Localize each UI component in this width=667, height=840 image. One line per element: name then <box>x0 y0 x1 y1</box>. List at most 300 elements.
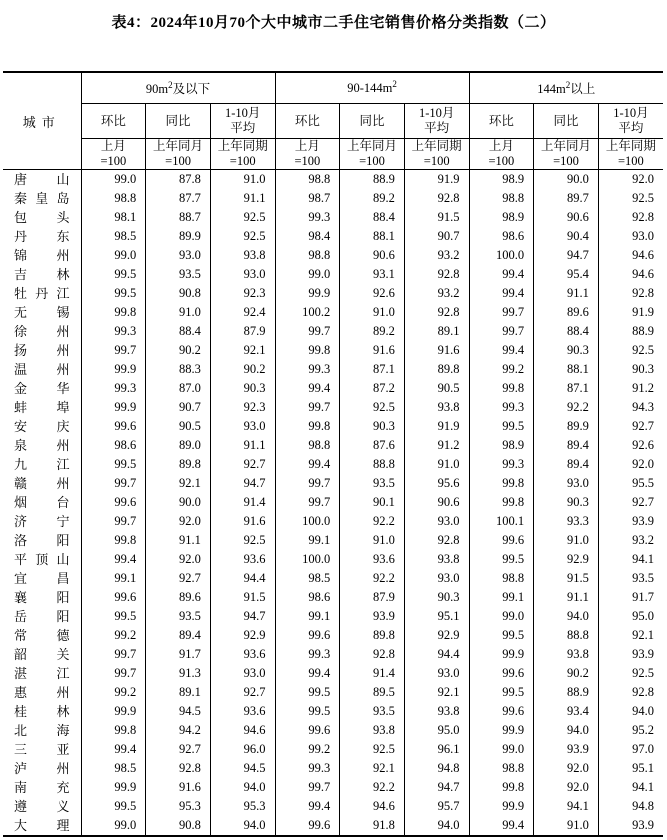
value-cell: 99.5 <box>469 683 534 702</box>
value-cell: 91.1 <box>210 436 275 455</box>
value-cell: 89.5 <box>340 683 405 702</box>
value-cell: 91.7 <box>598 588 663 607</box>
value-cell: 99.1 <box>81 569 146 588</box>
value-cell: 93.9 <box>340 607 405 626</box>
value-cell: 87.9 <box>340 588 405 607</box>
value-cell: 99.0 <box>469 607 534 626</box>
value-cell: 91.0 <box>534 816 599 836</box>
value-cell: 91.0 <box>146 303 211 322</box>
base-label: =100 <box>488 154 515 168</box>
metric-header-yoy <box>534 104 599 139</box>
value-cell: 99.7 <box>81 512 146 531</box>
base-label: 上月 <box>294 139 320 153</box>
value-cell: 99.5 <box>469 417 534 436</box>
value-cell: 91.1 <box>210 189 275 208</box>
value-cell: 93.2 <box>404 284 469 303</box>
value-cell: 99.7 <box>81 645 146 664</box>
value-cell: 99.7 <box>81 474 146 493</box>
value-cell: 92.7 <box>210 683 275 702</box>
value-cell: 98.7 <box>275 189 340 208</box>
value-cell: 89.4 <box>146 626 211 645</box>
city-cell: 吉 林 <box>14 267 70 282</box>
value-cell: 94.4 <box>210 569 275 588</box>
value-cell: 89.1 <box>146 683 211 702</box>
value-cell: 94.7 <box>534 246 599 265</box>
value-cell: 94.1 <box>598 778 663 797</box>
table-row <box>3 512 663 531</box>
value-cell: 99.3 <box>275 759 340 778</box>
value-cell: 92.7 <box>598 417 663 436</box>
base-header <box>340 139 405 170</box>
value-cell: 99.4 <box>469 265 534 284</box>
value-cell: 92.8 <box>598 284 663 303</box>
value-cell: 89.8 <box>404 360 469 379</box>
value-cell: 90.3 <box>534 341 599 360</box>
value-cell: 99.4 <box>469 816 534 836</box>
table-row <box>3 683 663 702</box>
base-header <box>534 139 599 170</box>
value-cell: 99.4 <box>81 550 146 569</box>
value-cell: 92.2 <box>340 569 405 588</box>
base-label: 上月 <box>488 139 514 153</box>
base-label: 上月 <box>100 139 126 153</box>
value-cell: 92.0 <box>534 778 599 797</box>
value-cell: 90.3 <box>404 588 469 607</box>
value-cell: 95.7 <box>404 797 469 816</box>
value-cell: 88.7 <box>146 208 211 227</box>
table-row <box>3 341 663 360</box>
table-row <box>3 493 663 512</box>
value-cell: 90.2 <box>210 360 275 379</box>
table-row <box>3 778 663 797</box>
value-cell: 92.4 <box>210 303 275 322</box>
value-cell: 91.6 <box>340 341 405 360</box>
value-cell: 89.6 <box>534 303 599 322</box>
value-cell: 98.8 <box>275 436 340 455</box>
value-cell: 99.3 <box>81 379 146 398</box>
value-cell: 90.8 <box>146 816 211 836</box>
value-cell: 99.5 <box>275 702 340 721</box>
value-cell: 95.4 <box>534 265 599 284</box>
value-cell: 93.8 <box>404 550 469 569</box>
metric-header-mom <box>275 104 340 139</box>
city-cell: 唐 山 <box>14 172 70 187</box>
value-cell: 99.8 <box>469 493 534 512</box>
value-cell: 92.1 <box>146 474 211 493</box>
table-row <box>3 398 663 417</box>
value-cell: 87.1 <box>340 360 405 379</box>
city-cell: 赣 州 <box>14 476 70 491</box>
value-cell: 93.0 <box>210 417 275 436</box>
value-cell: 99.9 <box>469 797 534 816</box>
value-cell: 89.4 <box>534 455 599 474</box>
value-cell: 94.2 <box>146 721 211 740</box>
value-cell: 99.3 <box>469 398 534 417</box>
metric-label: 同比 <box>165 113 191 128</box>
value-cell: 93.8 <box>534 645 599 664</box>
value-cell: 98.4 <box>275 227 340 246</box>
value-cell: 90.6 <box>534 208 599 227</box>
value-cell: 99.8 <box>81 721 146 740</box>
value-cell: 95.0 <box>404 721 469 740</box>
value-cell: 93.6 <box>210 702 275 721</box>
value-cell: 99.0 <box>81 170 146 190</box>
table-row <box>3 436 663 455</box>
value-cell: 93.2 <box>598 531 663 550</box>
value-cell: 99.8 <box>469 778 534 797</box>
table-row <box>3 246 663 265</box>
value-cell: 90.3 <box>598 360 663 379</box>
table-row <box>3 284 663 303</box>
value-cell: 92.8 <box>404 303 469 322</box>
table-row <box>3 417 663 436</box>
metric-header-yoy <box>340 104 405 139</box>
value-cell: 99.7 <box>81 664 146 683</box>
value-cell: 90.2 <box>146 341 211 360</box>
value-cell: 93.0 <box>598 227 663 246</box>
value-cell: 99.1 <box>275 531 340 550</box>
value-cell: 91.3 <box>146 664 211 683</box>
value-cell: 93.6 <box>210 550 275 569</box>
value-cell: 88.8 <box>534 626 599 645</box>
value-cell: 90.2 <box>534 664 599 683</box>
value-cell: 94.0 <box>210 778 275 797</box>
col-group-over-144 <box>469 72 663 104</box>
value-cell: 94.7 <box>404 778 469 797</box>
value-cell: 99.8 <box>81 531 146 550</box>
base-header <box>81 139 146 170</box>
metric-label: 1-10月 <box>224 106 261 120</box>
city-cell: 秦 皇 岛 <box>14 191 70 206</box>
base-label: =100 <box>294 154 321 168</box>
value-cell: 93.9 <box>598 645 663 664</box>
base-label: 上年同期 <box>217 139 268 153</box>
value-cell: 99.9 <box>275 284 340 303</box>
value-cell: 99.7 <box>469 303 534 322</box>
city-cell: 南 充 <box>14 780 70 795</box>
value-cell: 90.3 <box>210 379 275 398</box>
value-cell: 92.1 <box>598 626 663 645</box>
value-cell: 99.7 <box>275 493 340 512</box>
value-cell: 99.3 <box>469 455 534 474</box>
base-label: 上年同月 <box>347 139 398 153</box>
city-cell: 包 头 <box>14 210 70 225</box>
value-cell: 91.6 <box>210 512 275 531</box>
value-cell: 91.0 <box>404 455 469 474</box>
value-cell: 93.0 <box>404 512 469 531</box>
value-cell: 99.2 <box>469 360 534 379</box>
city-cell: 泉 州 <box>14 438 70 453</box>
value-cell: 99.8 <box>275 417 340 436</box>
table-row <box>3 816 663 836</box>
city-cell: 洛 阳 <box>14 533 70 548</box>
metric-label: 环比 <box>488 113 514 128</box>
value-cell: 92.0 <box>598 170 663 190</box>
value-cell: 91.5 <box>534 569 599 588</box>
value-cell: 99.7 <box>81 341 146 360</box>
base-header <box>146 139 211 170</box>
city-cell: 温 州 <box>14 362 70 377</box>
value-cell: 92.2 <box>340 512 405 531</box>
value-cell: 98.6 <box>469 227 534 246</box>
table-row <box>3 797 663 816</box>
value-cell: 93.0 <box>534 474 599 493</box>
base-header <box>404 139 469 170</box>
value-cell: 99.6 <box>469 531 534 550</box>
metric-label: 平均 <box>424 121 450 135</box>
city-cell: 韶 关 <box>14 647 70 662</box>
value-cell: 99.4 <box>275 455 340 474</box>
value-cell: 89.9 <box>146 227 211 246</box>
value-cell: 90.6 <box>404 493 469 512</box>
value-cell: 89.2 <box>340 322 405 341</box>
city-cell: 泸 州 <box>14 761 70 776</box>
base-label: 上年同期 <box>411 139 462 153</box>
base-label: 上年同期 <box>605 139 656 153</box>
value-cell: 91.1 <box>146 531 211 550</box>
value-cell: 95.2 <box>598 721 663 740</box>
value-cell: 95.3 <box>210 797 275 816</box>
value-cell: 98.5 <box>81 227 146 246</box>
base-label: =100 <box>618 154 644 168</box>
base-header <box>210 139 275 170</box>
value-cell: 98.9 <box>469 436 534 455</box>
value-cell: 100.0 <box>469 246 534 265</box>
value-cell: 92.5 <box>598 189 663 208</box>
value-cell: 91.4 <box>340 664 405 683</box>
value-cell: 90.3 <box>340 417 405 436</box>
value-cell: 87.9 <box>210 322 275 341</box>
value-cell: 91.2 <box>598 379 663 398</box>
city-cell: 蚌 埠 <box>14 400 70 415</box>
col-group-under-90 <box>81 72 275 104</box>
metric-header-avg <box>210 104 275 139</box>
value-cell: 88.3 <box>146 360 211 379</box>
value-cell: 99.4 <box>275 379 340 398</box>
metric-header-avg <box>598 104 663 139</box>
value-cell: 99.3 <box>275 645 340 664</box>
city-cell: 常 德 <box>14 628 70 643</box>
value-cell: 98.5 <box>81 759 146 778</box>
city-cell: 大 理 <box>14 818 70 833</box>
value-cell: 99.6 <box>81 588 146 607</box>
value-cell: 90.5 <box>404 379 469 398</box>
table-row <box>3 607 663 626</box>
table-row <box>3 474 663 493</box>
value-cell: 88.4 <box>146 322 211 341</box>
value-cell: 92.6 <box>598 436 663 455</box>
value-cell: 99.6 <box>469 664 534 683</box>
value-cell: 89.4 <box>534 436 599 455</box>
value-cell: 98.6 <box>275 588 340 607</box>
value-cell: 95.6 <box>404 474 469 493</box>
value-cell: 92.0 <box>598 455 663 474</box>
value-cell: 93.8 <box>404 398 469 417</box>
value-cell: 92.7 <box>210 455 275 474</box>
value-cell: 99.5 <box>81 265 146 284</box>
value-cell: 93.9 <box>598 512 663 531</box>
value-cell: 92.0 <box>534 759 599 778</box>
value-cell: 90.6 <box>340 246 405 265</box>
value-cell: 93.0 <box>404 664 469 683</box>
metric-header-mom <box>469 104 534 139</box>
value-cell: 100.0 <box>275 550 340 569</box>
value-cell: 93.4 <box>534 702 599 721</box>
value-cell: 90.1 <box>340 493 405 512</box>
value-cell: 99.9 <box>81 702 146 721</box>
superscript: 2 <box>392 78 397 89</box>
table-row <box>3 702 663 721</box>
value-cell: 96.0 <box>210 740 275 759</box>
value-cell: 92.5 <box>340 740 405 759</box>
value-cell: 87.8 <box>146 170 211 190</box>
value-cell: 91.9 <box>404 170 469 190</box>
value-cell: 92.8 <box>340 645 405 664</box>
city-cell: 桂 林 <box>14 704 70 719</box>
value-cell: 99.8 <box>469 474 534 493</box>
table-row <box>3 531 663 550</box>
value-cell: 99.9 <box>469 645 534 664</box>
city-cell: 惠 州 <box>14 685 70 700</box>
value-cell: 99.9 <box>81 778 146 797</box>
value-cell: 93.0 <box>210 265 275 284</box>
value-cell: 93.5 <box>146 265 211 284</box>
base-label: =100 <box>100 154 127 168</box>
header-row-base <box>3 139 663 170</box>
value-cell: 91.7 <box>146 645 211 664</box>
value-cell: 92.7 <box>146 569 211 588</box>
value-cell: 94.6 <box>340 797 405 816</box>
value-cell: 92.3 <box>210 398 275 417</box>
value-cell: 92.0 <box>146 550 211 569</box>
value-cell: 94.0 <box>404 816 469 836</box>
header-row-metrics <box>3 104 663 139</box>
value-cell: 92.5 <box>210 208 275 227</box>
value-cell: 94.8 <box>404 759 469 778</box>
table-row <box>3 189 663 208</box>
table-row <box>3 303 663 322</box>
value-cell: 92.9 <box>210 626 275 645</box>
group-label: 及以下 <box>172 82 211 96</box>
value-cell: 99.6 <box>275 626 340 645</box>
value-cell: 94.5 <box>146 702 211 721</box>
value-cell: 99.9 <box>81 360 146 379</box>
city-cell: 济 宁 <box>14 514 70 529</box>
value-cell: 92.0 <box>146 512 211 531</box>
value-cell: 89.2 <box>340 189 405 208</box>
city-cell: 锦 州 <box>14 248 70 263</box>
group-label: 以上 <box>570 82 596 96</box>
base-header <box>275 139 340 170</box>
value-cell: 89.1 <box>404 322 469 341</box>
base-label: 上年同月 <box>153 139 204 153</box>
city-cell: 襄 阳 <box>14 590 70 605</box>
value-cell: 91.1 <box>534 284 599 303</box>
value-cell: 99.3 <box>275 360 340 379</box>
value-cell: 92.8 <box>598 208 663 227</box>
value-cell: 90.3 <box>534 493 599 512</box>
value-cell: 92.1 <box>210 341 275 360</box>
value-cell: 93.0 <box>146 246 211 265</box>
table-row <box>3 550 663 569</box>
value-cell: 92.8 <box>404 265 469 284</box>
group-label: 90-144m <box>347 80 393 95</box>
value-cell: 99.2 <box>275 740 340 759</box>
table-row <box>3 360 663 379</box>
value-cell: 92.9 <box>404 626 469 645</box>
value-cell: 93.9 <box>598 816 663 836</box>
value-cell: 91.5 <box>404 208 469 227</box>
city-cell: 无 锡 <box>14 305 70 320</box>
value-cell: 93.3 <box>534 512 599 531</box>
value-cell: 99.5 <box>81 284 146 303</box>
value-cell: 99.8 <box>81 303 146 322</box>
value-cell: 91.0 <box>210 170 275 190</box>
value-cell: 99.7 <box>275 398 340 417</box>
value-cell: 92.8 <box>404 531 469 550</box>
value-cell: 89.7 <box>534 189 599 208</box>
value-cell: 99.5 <box>81 797 146 816</box>
value-cell: 99.4 <box>469 341 534 360</box>
value-cell: 93.6 <box>340 550 405 569</box>
value-cell: 97.0 <box>598 740 663 759</box>
value-cell: 92.5 <box>598 341 663 360</box>
value-cell: 94.7 <box>210 474 275 493</box>
value-cell: 92.5 <box>340 398 405 417</box>
value-cell: 92.8 <box>146 759 211 778</box>
value-cell: 88.9 <box>340 170 405 190</box>
value-cell: 99.4 <box>81 740 146 759</box>
value-cell: 88.1 <box>340 227 405 246</box>
value-cell: 93.8 <box>210 246 275 265</box>
value-cell: 92.5 <box>210 531 275 550</box>
value-cell: 99.7 <box>469 322 534 341</box>
city-cell: 安 庆 <box>14 419 70 434</box>
header-row-groups <box>3 72 663 104</box>
value-cell: 99.0 <box>469 740 534 759</box>
table-row <box>3 379 663 398</box>
value-cell: 99.5 <box>469 626 534 645</box>
value-cell: 90.8 <box>146 284 211 303</box>
value-cell: 94.1 <box>598 550 663 569</box>
value-cell: 92.8 <box>598 683 663 702</box>
table-row <box>3 569 663 588</box>
value-cell: 94.0 <box>210 816 275 836</box>
value-cell: 98.8 <box>469 189 534 208</box>
table-row <box>3 721 663 740</box>
table-body <box>3 170 663 837</box>
table-row <box>3 208 663 227</box>
value-cell: 92.2 <box>340 778 405 797</box>
table-row <box>3 455 663 474</box>
table-row <box>3 759 663 778</box>
value-cell: 99.2 <box>81 683 146 702</box>
value-cell: 90.7 <box>146 398 211 417</box>
page-title: 表4：2024年10月70个大中城市二手住宅销售价格分类指数（二） <box>111 15 556 31</box>
value-cell: 94.6 <box>210 721 275 740</box>
value-cell: 99.7 <box>275 322 340 341</box>
value-cell: 99.0 <box>81 816 146 836</box>
value-cell: 100.1 <box>469 512 534 531</box>
city-cell: 三 亚 <box>14 742 70 757</box>
value-cell: 93.5 <box>340 702 405 721</box>
value-cell: 99.6 <box>275 816 340 836</box>
value-cell: 94.1 <box>534 797 599 816</box>
value-cell: 100.0 <box>275 512 340 531</box>
value-cell: 88.4 <box>534 322 599 341</box>
value-cell: 99.5 <box>81 607 146 626</box>
value-cell: 99.3 <box>275 208 340 227</box>
